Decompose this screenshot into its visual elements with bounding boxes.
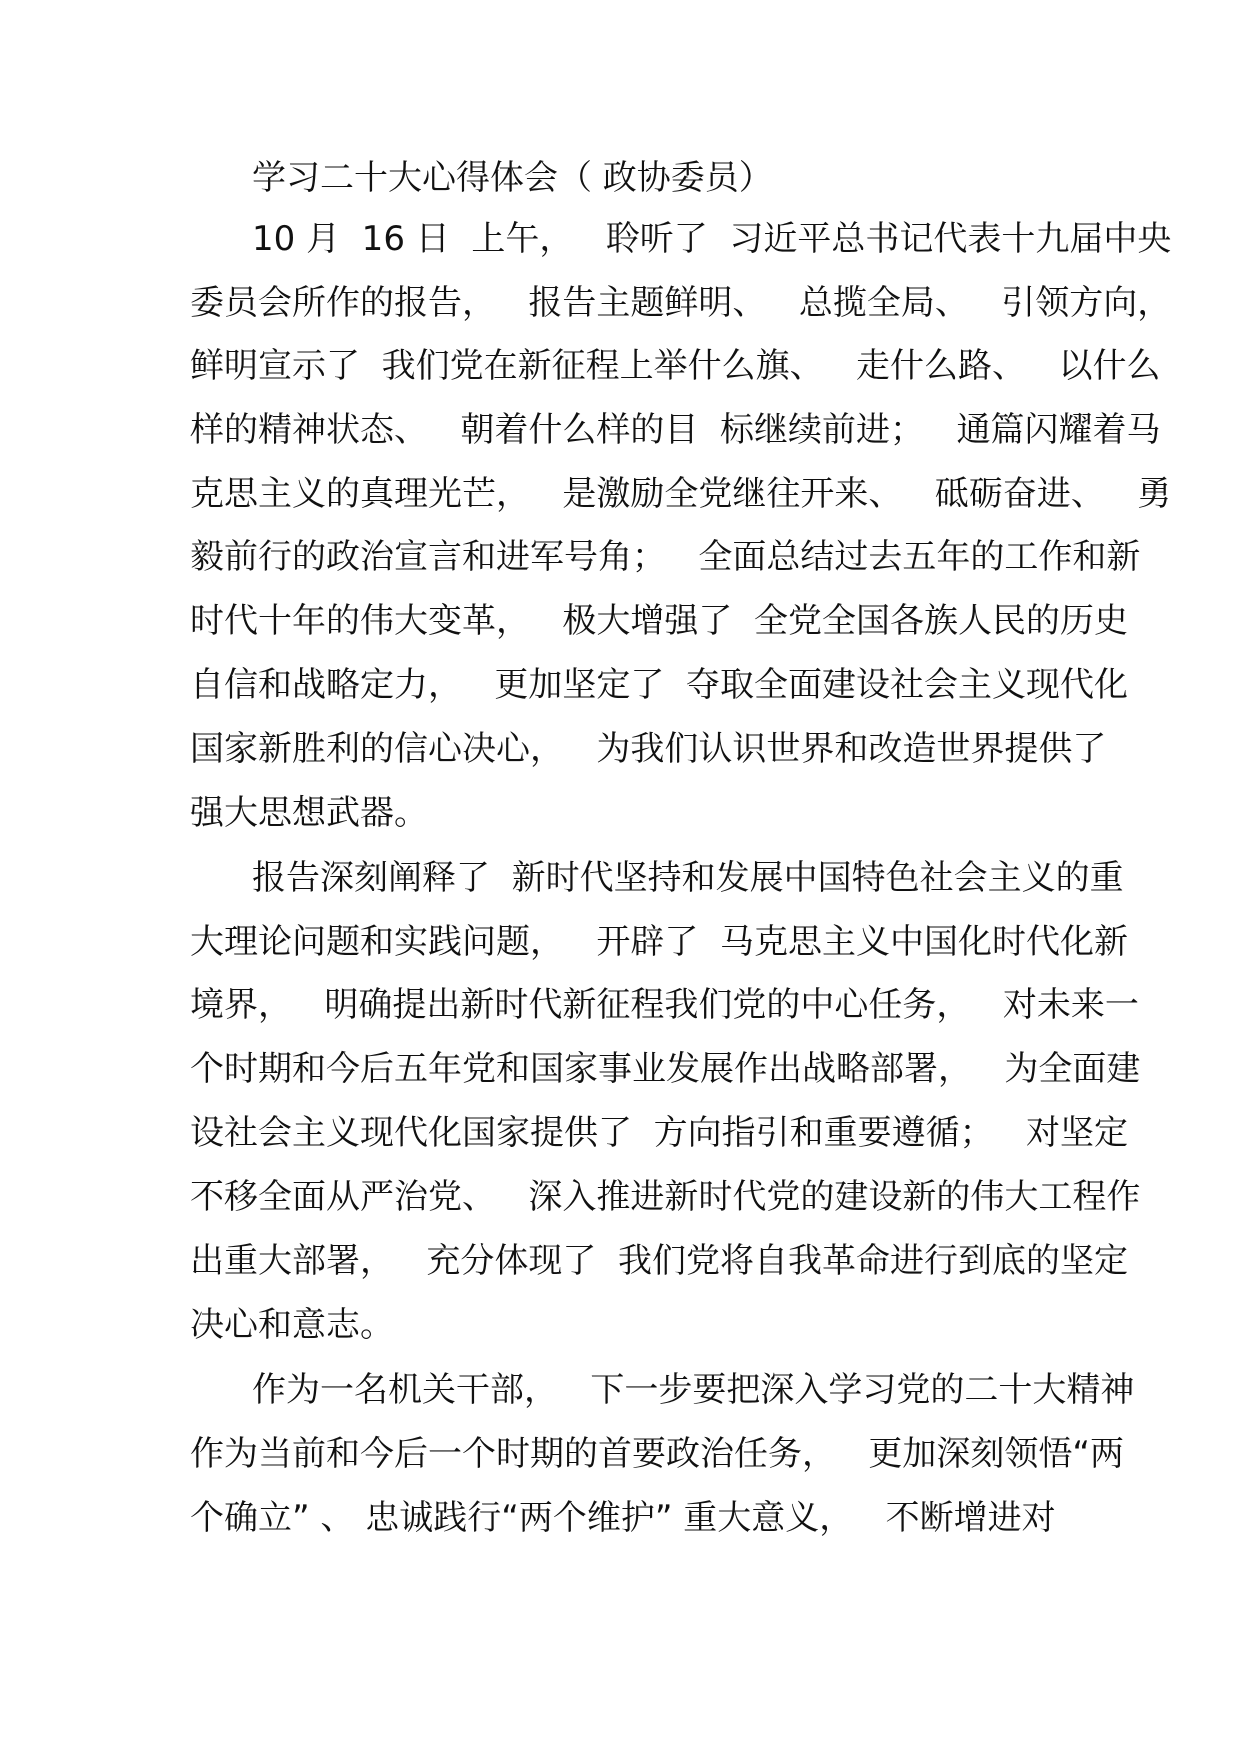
paragraph-line: 报告深刻阐释了 新时代坚持和发展中国特色社会主义的重 <box>252 858 1124 898</box>
paragraph-line: 决心和意志。 <box>190 1305 394 1345</box>
paragraph-line: 作为一名机关干部， 下一步要把深入学习党的二十大精神 <box>252 1370 1135 1410</box>
paragraph-line: 国家新胜利的信心决心， 为我们认识世界和改造世界提供了 <box>190 729 1107 769</box>
paragraph-line: 鲜明宣示了 我们党在新征程上举什么旗、 走什么路、 以什么 <box>190 346 1161 386</box>
paragraph-line: 委员会所作的报告， 报告主题鲜明、 总揽全局、 引领方向， <box>190 283 1172 323</box>
paragraph-line: 个确立” 、 忠诚践行“两个维护” 重大意义， 不断增进对 <box>190 1498 1056 1538</box>
paragraph-line: 样的精神状态、 朝着什么样的目 标继续前进； 通篇闪耀着马 <box>190 410 1161 450</box>
paragraph-line: 自信和战略定力， 更加坚定了 夺取全面建设社会主义现代化 <box>190 665 1129 705</box>
paragraph-line: 克思主义的真理光芒， 是激励全党继往开来、 砥砺奋进、 勇 <box>190 474 1172 514</box>
paragraph-line: 出重大部署， 充分体现了 我们党将自我革命进行到底的坚定 <box>190 1241 1129 1281</box>
paragraph-line: 境界， 明确提出新时代新征程我们党的中心任务， 对未来一 <box>190 985 1139 1025</box>
paragraph-line: 强大思想武器。 <box>190 793 428 833</box>
paragraph-line: 10 月 16 日 上午， 聆听了 习近平总书记代表十九届中央 <box>252 219 1172 259</box>
paragraph-line: 不移全面从严治党、 深入推进新时代党的建设新的伟大工程作 <box>190 1177 1141 1217</box>
paragraph-line: 作为当前和今后一个时期的首要政治任务， 更加深刻领悟“两 <box>190 1434 1125 1474</box>
paragraph-line: 设社会主义现代化国家提供了 方向指引和重要遵循； 对坚定 <box>190 1113 1129 1153</box>
document-title: 学习二十大心得体会（ 政协委员） <box>252 158 773 198</box>
paragraph-line: 个时期和今后五年党和国家事业发展作出战略部署， 为全面建 <box>190 1049 1141 1089</box>
paragraph-line: 毅前行的政治宣言和进军号角； 全面总结过去五年的工作和新 <box>190 537 1141 577</box>
paragraph-line: 大理论问题和实践问题， 开辟了 马克思主义中国化时代化新 <box>190 922 1129 962</box>
paragraph-line: 时代十年的伟大变革， 极大增强了 全党全国各族人民的历史 <box>190 601 1129 641</box>
